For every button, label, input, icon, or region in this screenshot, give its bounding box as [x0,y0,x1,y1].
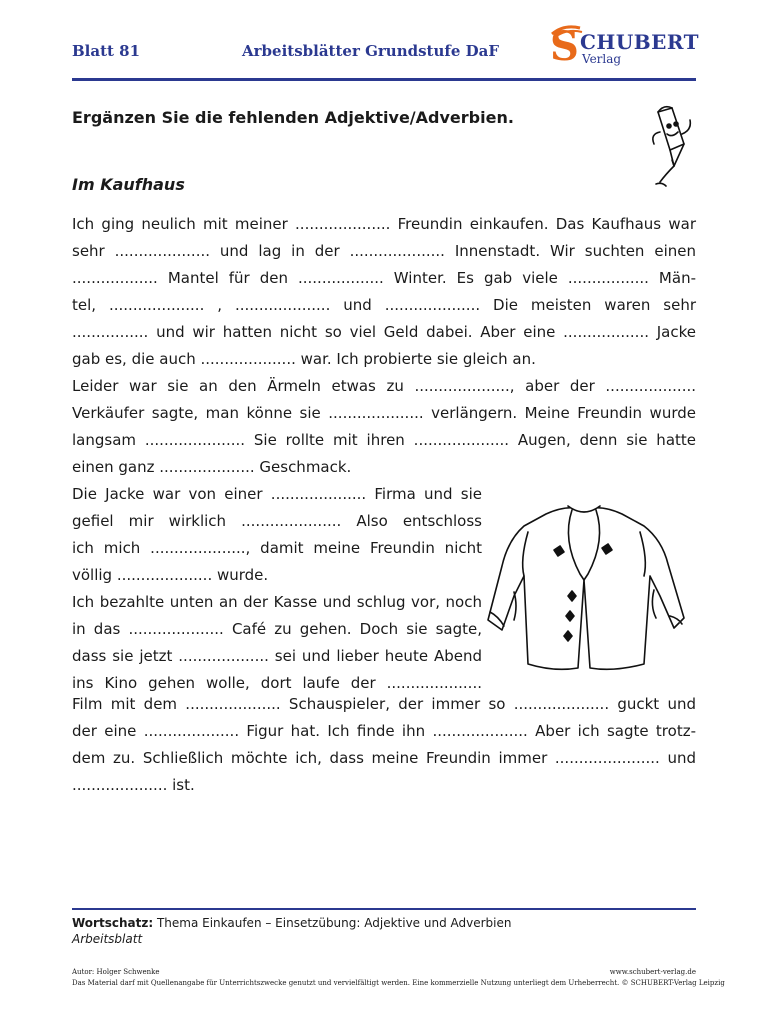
story-title: Im Kaufhaus [72,175,185,194]
footer-divider [72,908,696,910]
footer-topic-label: Wortschatz: [72,916,154,930]
text-line: ich mich ...................., damit meine Freundin nicht [72,539,482,557]
footer-type: Arbeitsblatt [72,932,143,946]
text-line: Film mit dem .................... Schauspieler, der immer so .................... guckt und [72,695,696,713]
sheet-number: Blatt 81 [72,42,141,60]
text-line: sehr .................... und lag in der .................... Innenstadt. Wir suchten einen [72,242,696,260]
jacket-illustration-icon [484,500,694,676]
series-title: Arbeitsblätter Grundstufe DaF [242,42,499,60]
exercise-text-block-2 [72,481,482,697]
text-line: gefiel mir wirklich ..................... Also entschloss [72,512,482,530]
logo-text: CHUBERT [580,30,700,54]
exercise-text-block-1 [72,211,696,481]
text-line: langsam ..................... Sie rollte mit ihren .................... Augen, denn sie hatte [72,431,696,449]
text-line: völlig .................... wurde. [72,566,269,584]
text-line: Verkäufer sagte, man könne sie .................... verlängern. Meine Freundin wurde [72,404,696,422]
header-divider [72,78,696,81]
text-line: dass sie jetzt ................... sei und lieber heute Abend [72,647,482,665]
logo-letter: S [550,23,579,70]
text-line: .................... ist. [72,776,195,794]
text-line: Leider war sie an den Ärmeln etwas zu ...................., aber der ................... [72,377,696,395]
text-line: Ich ging neulich mit meiner .................... Freundin einkaufen. Das Kaufhaus war [72,215,696,233]
footer-legal: Das Material darf mit Quellenangabe für Unterrichtszwecke genutzt und vervielfältigt werden. Eine kommerzielle Nutzung unterliegt dem Urheberrecht. © SCHUBERT-Verlag Leipzig [72,979,725,987]
exercise-text-block-3 [72,691,696,799]
text-line: einen ganz .................... Geschmack. [72,458,352,476]
footer-author: Autor: Holger Schwenke [72,968,160,976]
text-line: dem zu. Schließlich möchte ich, dass meine Freundin immer ...................... und [72,749,696,767]
text-line: ................ und wir hatten nicht so viel Geld dabei. Aber eine .................. Jacke [72,323,696,341]
text-line: in das .................... Café zu gehen. Doch sie sagte, [72,620,482,638]
page-header [72,22,700,80]
text-line: der eine .................... Figur hat. Ich finde ihn .................... Aber ich sagte trotz- [72,722,696,740]
footer-website: www.schubert-verlag.de [609,968,696,976]
pencil-figure-icon [636,104,696,190]
text-line: .................. Mantel für den .................. Winter. Es gab viele ................. Män- [72,269,696,287]
text-line: Die Jacke war von einer .................... Firma und sie [72,485,482,503]
text-line: tel, .................... , .................... und .................... Die meisten waren sehr [72,296,696,314]
footer-topic-text: Thema Einkaufen – Einsetzübung: Adjektive und Adverbien [153,916,512,930]
text-line: gab es, die auch .................... war. Ich probierte sie gleich an. [72,350,536,368]
logo-subtext: Verlag [582,52,622,66]
text-line: ins Kino gehen wolle, dort laufe der .................... [72,674,482,692]
task-instruction: Ergänzen Sie die fehlenden Adjektive/Adverbien. [72,108,514,127]
publisher-logo [546,23,700,70]
footer-topic [72,916,511,930]
text-line: Ich bezahlte unten an der Kasse und schlug vor, noch [72,593,482,611]
